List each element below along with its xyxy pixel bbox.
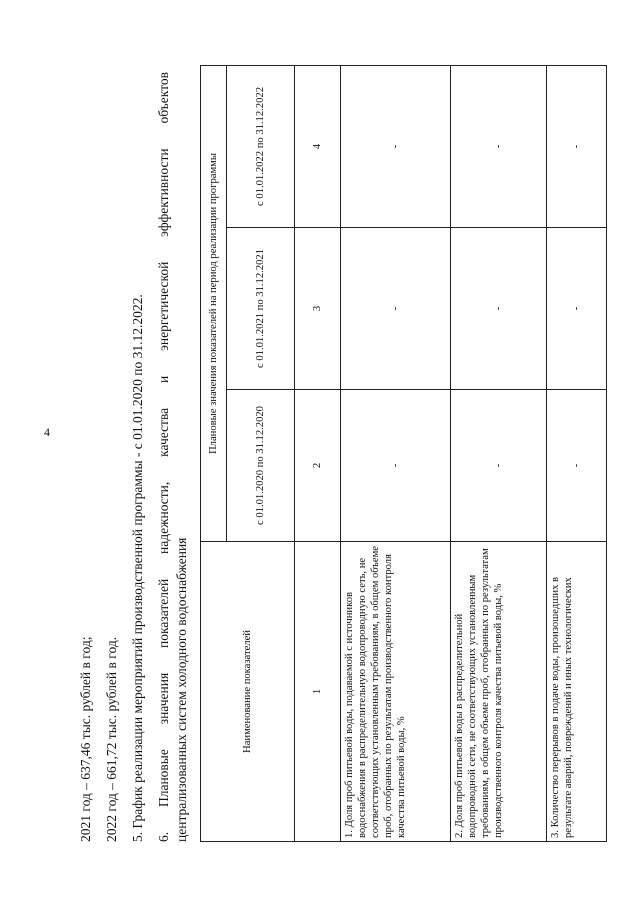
- heading-word: показателей: [156, 578, 171, 648]
- period-2021: с 01.01.2021 по 31.12.2021: [227, 228, 295, 390]
- heading-word: эффективности: [156, 148, 171, 237]
- row-name: 1. Доля проб питьевой воды, подаваемой с источников водоснабжения в распределительную водопроводную сеть, не соответствующих установленным требованиям, в общем объеме проб, отобранных по результатам производственного контроля качества питьевой воды, %: [341, 542, 451, 842]
- section-6-heading: [156, 72, 172, 842]
- header-name: Наименование показателей: [201, 542, 295, 842]
- section-5-heading: 5. График реализации мероприятий производственной программы - с 01.01.2020 по 31.12.2022.: [130, 294, 145, 842]
- heading-word: значения: [156, 672, 171, 725]
- text-line-2022: 2022 год – 661,72 тыс. рублей в год.: [104, 636, 119, 842]
- heading-word: объектов: [156, 72, 171, 124]
- row-value: -: [341, 65, 451, 227]
- header-period: Плановые значения показателей на период реализации программы: [201, 65, 227, 541]
- row-value: -: [451, 228, 547, 390]
- row-value: -: [547, 390, 607, 542]
- row-name: 2. Доля проб питьевой воды в распределительной водопроводной сети, не соответствующих установленным требованиям, в общем объеме проб, отобранных по результатам производственного контроля качества питьевой воды, %: [451, 542, 547, 842]
- col-number: 1: [295, 542, 341, 842]
- heading-word: надежности,: [156, 481, 171, 554]
- page-number: 4: [44, 425, 50, 439]
- col-number: 4: [295, 65, 341, 227]
- row-value: -: [547, 65, 607, 227]
- period-2022: с 01.01.2022 по 31.12.2022: [227, 65, 295, 227]
- heading-word: и: [156, 375, 171, 383]
- table-row: [547, 65, 607, 841]
- period-2020: с 01.01.2020 по 31.12.2020: [227, 390, 295, 542]
- heading-word: Плановые: [156, 749, 171, 808]
- row-value: -: [341, 228, 451, 390]
- section-6-heading-cont: централизованных систем холодного водоснабжения: [174, 537, 189, 842]
- heading-word: энергетической: [156, 261, 171, 351]
- indicators-table: [200, 65, 607, 842]
- col-number: 3: [295, 228, 341, 390]
- row-value: -: [451, 390, 547, 542]
- col-number: 2: [295, 390, 341, 542]
- heading-word: качества: [156, 407, 171, 457]
- row-value: -: [451, 65, 547, 227]
- heading-word: 6.: [156, 831, 171, 842]
- row-value: -: [547, 228, 607, 390]
- text-line-2021: 2021 год – 637,46 тыс. рублей в год;: [78, 636, 93, 842]
- row-name: 3. Количество перерывов в подаче воды, произошедших в результате аварий, повреждений и иных технологических: [547, 542, 607, 842]
- row-value: -: [341, 390, 451, 542]
- table-row: [341, 65, 451, 841]
- rotated-content: [66, 62, 582, 842]
- table-row: [451, 65, 547, 841]
